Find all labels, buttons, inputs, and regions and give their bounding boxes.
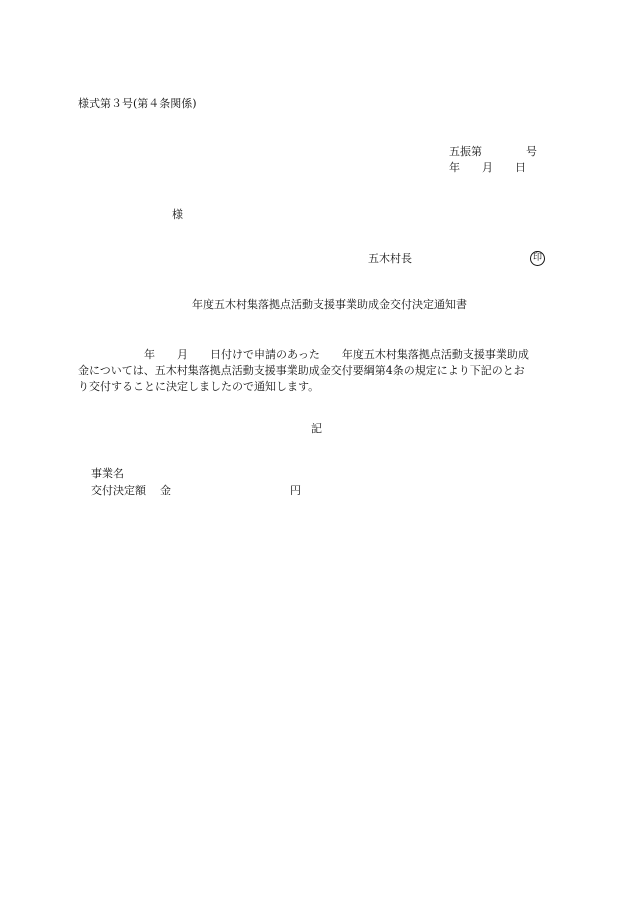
document-date: 年 月 日: [449, 161, 526, 174]
form-label: 様式第３号(第４条関係): [78, 97, 197, 110]
document-title: 年度五木村集落拠点活動支援事業助成金交付決定通知書: [192, 298, 467, 311]
issuer-title: 五木村長: [368, 252, 412, 265]
amount-unit: 円: [290, 484, 301, 497]
document-number: 五振第 号: [449, 145, 537, 158]
body-line-2: 金については、五木村集落拠点活動支援事業助成金交付要綱第4条の規定により下記のとお: [78, 364, 525, 377]
project-name-label: 事業名: [91, 467, 124, 480]
ki-heading: 記: [311, 422, 322, 435]
seal-icon: 印: [530, 251, 545, 266]
addressee-suffix: 様: [172, 208, 183, 221]
body-paragraph: [78, 347, 563, 395]
body-line-1: 年 月 日付けで申請のあった 年度五木村集落拠点活動支援事業助成: [78, 348, 529, 361]
body-line-3: り交付することに決定しましたので通知します。: [78, 380, 320, 393]
amount-prefix: 金: [160, 484, 171, 497]
amount-label: 交付決定額: [91, 484, 146, 497]
